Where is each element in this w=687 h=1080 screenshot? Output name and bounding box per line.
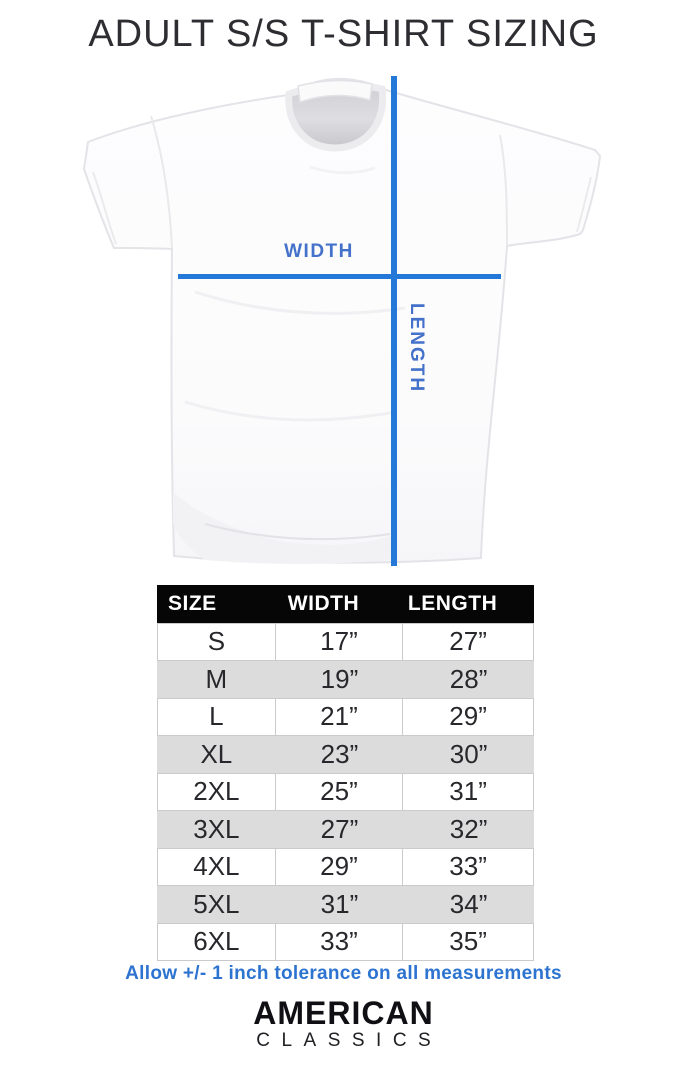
table-row xyxy=(157,923,534,961)
cell-width: 31” xyxy=(320,888,359,919)
table-row xyxy=(157,661,534,699)
cell-size: XL xyxy=(200,738,233,769)
cell-width: 33” xyxy=(276,923,403,961)
tshirt-image xyxy=(55,72,615,572)
cell-size: L xyxy=(157,698,276,736)
cell-length: 32” xyxy=(449,813,488,844)
header-cell-size: SIZE xyxy=(168,592,217,615)
width-measure-line xyxy=(178,274,501,279)
cell-size: 2XL xyxy=(157,773,276,811)
cell-width: 27” xyxy=(320,813,359,844)
cell-width: 17” xyxy=(276,623,403,661)
size-table-body xyxy=(157,623,534,961)
cell-width: 19” xyxy=(320,663,359,694)
width-label: WIDTH xyxy=(284,241,354,262)
page-title: ADULT S/S T-SHIRT SIZING xyxy=(88,13,599,55)
size-table xyxy=(157,585,534,961)
tshirt-illustration xyxy=(55,72,615,572)
cell-length: 33” xyxy=(403,848,534,886)
cell-length: 35” xyxy=(403,923,534,961)
cell-size: S xyxy=(157,623,276,661)
cell-width: 25” xyxy=(276,773,403,811)
header-cell-width: WIDTH xyxy=(287,592,360,615)
table-row xyxy=(157,698,534,736)
table-row xyxy=(157,848,534,886)
cell-length: 29” xyxy=(403,698,534,736)
brand-american: AMERICAN xyxy=(253,995,434,1031)
length-label: LENGTH xyxy=(406,303,427,394)
size-table-header xyxy=(157,585,534,623)
cell-length: 34” xyxy=(449,888,488,919)
cell-length: 31” xyxy=(403,773,534,811)
table-row xyxy=(157,811,534,849)
brand-classics: CLASSICS xyxy=(256,1030,443,1051)
table-row xyxy=(157,623,534,661)
cell-size: M xyxy=(205,663,228,694)
table-row xyxy=(157,886,534,924)
cell-length: 28” xyxy=(449,663,488,694)
tolerance-note: Allow +/- 1 inch tolerance on all measurements xyxy=(125,963,562,984)
cell-width: 21” xyxy=(276,698,403,736)
table-row xyxy=(157,736,534,774)
cell-length: 27” xyxy=(403,623,534,661)
cell-width: 29” xyxy=(276,848,403,886)
header-cell-length: LENGTH xyxy=(407,592,498,615)
cell-width: 23” xyxy=(320,738,359,769)
cell-size: 3XL xyxy=(193,813,240,844)
cell-size: 5XL xyxy=(193,888,240,919)
length-measure-line xyxy=(391,76,397,566)
table-row xyxy=(157,773,534,811)
cell-length: 30” xyxy=(449,738,488,769)
cell-size: 6XL xyxy=(157,923,276,961)
cell-size: 4XL xyxy=(157,848,276,886)
